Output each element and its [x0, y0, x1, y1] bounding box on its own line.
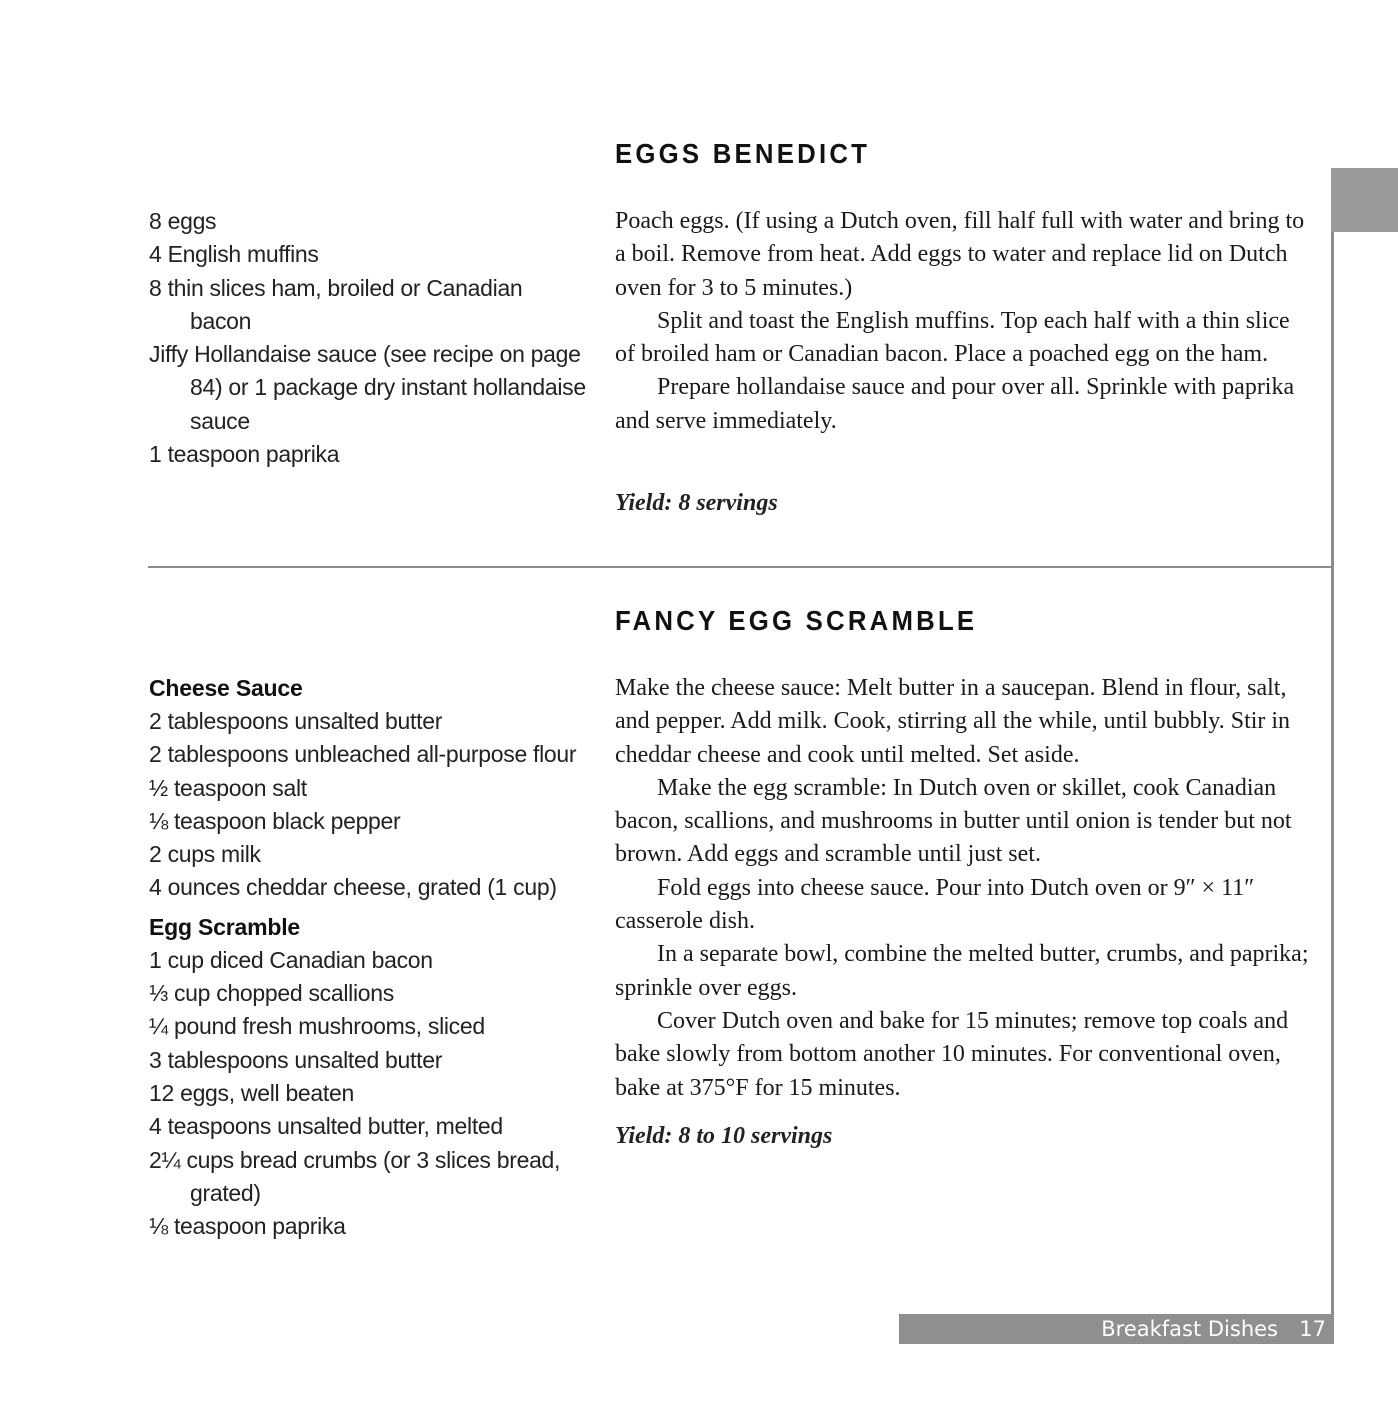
page-edge-rule — [1331, 168, 1334, 1344]
page-footer — [899, 1314, 1334, 1344]
directions-fancy-egg-scramble — [615, 672, 1315, 1105]
ingredient-list-fancy-egg-scramble — [149, 672, 589, 1243]
ingredient-item: 8 eggs — [149, 208, 217, 234]
direction-paragraph: In a separate bowl, combine the melted butter, crumbs, and paprika; sprinkle over eggs. — [615, 941, 1309, 1001]
ingredient-item: ⅛ teaspoon black pepper — [149, 807, 401, 834]
direction-paragraph: Split and toast the English muffins. Top each half with a thin slice of broiled ham or Canadian bacon. Place a poached egg on the ham. — [615, 307, 1290, 368]
direction-paragraph: Cover Dutch oven and bake for 15 minutes; remove top coals and bake slowly from bottom another 10 minutes. For conventional oven, bake at 375°F for 15 minutes. — [615, 1007, 1289, 1101]
ingredient-item: 2 tablespoons unbleached all-purpose flour — [149, 741, 577, 768]
ingredient-item: ⅓ cup chopped scallions — [149, 980, 394, 1007]
ingredient-item: 4 English muffins — [149, 241, 319, 268]
ingredient-item: 1 cup diced Canadian bacon — [149, 946, 433, 973]
direction-paragraph: Poach eggs. (If using a Dutch oven, fill half full with water and bring to a boil. Remove from heat. Add eggs to water and replace lid on Dutch oven for 3 to 5 minutes.) — [615, 208, 1305, 301]
direction-paragraph: Make the cheese sauce: Melt butter in a saucepan. Blend in flour, salt, and pepper. Add milk. Cook, stirring all the while, until bubbly. Stir in cheddar cheese and cook until melted. Set aside. — [615, 675, 1291, 768]
recipe-divider — [148, 566, 1334, 568]
page-number: 17 — [1299, 1317, 1326, 1341]
ingredient-item: 1 teaspoon paprika — [149, 441, 340, 468]
direction-paragraph: Fold eggs into cheese sauce. Pour into Dutch oven or 9″ × 11″ casserole dish. — [615, 874, 1255, 935]
ingredient-group-heading: Cheese Sauce — [149, 675, 303, 701]
ingredient-group-heading: Egg Scramble — [149, 913, 300, 940]
ingredient-item: 3 tablespoons unsalted butter — [149, 1046, 443, 1073]
ingredient-item: 4 teaspoons unsalted butter, melted — [149, 1113, 503, 1140]
recipe-yield-eggs-benedict: Yield: 8 servings — [615, 490, 778, 516]
ingredient-list-eggs-benedict — [149, 205, 589, 471]
ingredient-group-cheese-sauce — [149, 705, 589, 905]
ingredient-item: ¼ pound fresh mushrooms, sliced — [149, 1013, 485, 1040]
recipe-title-eggs-benedict: EGGS BENEDICT — [615, 138, 871, 169]
ingredient-item: 2 cups milk — [149, 841, 261, 868]
ingredient-item: 2¼ cups bread crumbs (or 3 slices bread, grated) — [149, 1146, 561, 1206]
footer-section-name: Breakfast Dishes — [1101, 1317, 1278, 1341]
ingredient-item: 2 tablespoons unsalted butter — [149, 708, 443, 734]
direction-paragraph: Make the egg scramble: In Dutch oven or skillet, cook Canadian bacon, scallions, and mushrooms in butter until onion is tender but not brown. Add eggs and scramble until just set. — [615, 774, 1292, 868]
ingredient-item: Jiffy Hollandaise sauce (see recipe on page 84) or 1 package dry instant hollandaise sauce — [149, 341, 586, 434]
recipe-title-fancy-egg-scramble: FANCY EGG SCRAMBLE — [615, 605, 978, 636]
thumb-index-tab — [1331, 168, 1398, 232]
ingredient-item: ½ teaspoon salt — [149, 774, 307, 801]
ingredient-item: ⅛ teaspoon paprika — [149, 1213, 346, 1240]
ingredient-item: 4 ounces cheddar cheese, grated (1 cup) — [149, 874, 557, 901]
ingredient-item: 12 eggs, well beaten — [149, 1079, 354, 1106]
recipe-yield-fancy-egg-scramble: Yield: 8 to 10 servings — [615, 1123, 833, 1149]
direction-paragraph: Prepare hollandaise sauce and pour over all. Sprinkle with paprika and serve immediately. — [615, 374, 1295, 434]
ingredient-item: 8 thin slices ham, broiled or Canadian bacon — [149, 274, 523, 334]
ingredient-group-egg-scramble — [149, 944, 589, 1244]
directions-eggs-benedict — [615, 205, 1315, 438]
